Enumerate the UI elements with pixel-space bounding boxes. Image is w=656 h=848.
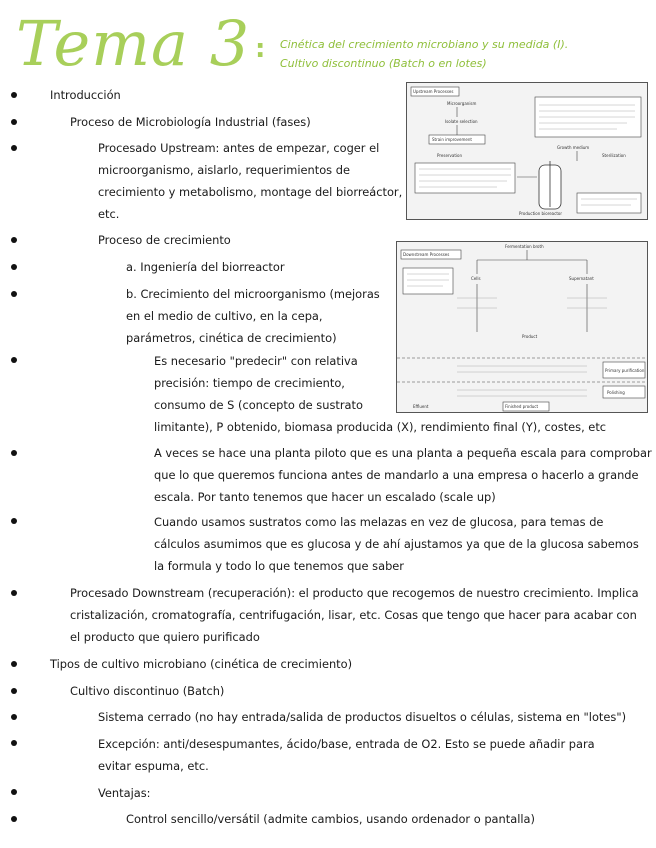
line-cultivo-discontinuo: Cultivo discontinuo (Batch) <box>70 684 225 698</box>
line-melazas-1: Cuando usamos sustratos como las melazas en vez de glucosa, para temas de <box>154 515 604 529</box>
bullet <box>11 740 17 746</box>
line-tipos-cultivo: Tipos de cultivo microbiano (cinética de crecimiento) <box>50 657 353 671</box>
bullet <box>11 119 17 125</box>
fig2-side1: Primary purification <box>605 368 645 373</box>
bullet <box>11 264 17 270</box>
bullet <box>11 590 17 596</box>
fig2-downstream-box: Downstream Processes <box>403 252 450 257</box>
fig1-node5: Growth medium <box>557 145 590 150</box>
line-upstream-4: etc. <box>98 207 120 221</box>
bullet <box>11 714 17 720</box>
line-planta-3: escala. Por tanto tenemos que hacer un escalado (scale up) <box>154 490 496 504</box>
fig1-node7: Sterilization <box>602 153 626 158</box>
bullet <box>11 357 17 363</box>
fig1-node3: Strain improvement <box>432 137 472 142</box>
subtitle-line-1: Cinética del crecimiento microbiano y su medida (I). <box>280 38 569 51</box>
bullet <box>11 92 17 98</box>
bullet <box>11 789 17 795</box>
line-excepcion-1: Excepción: anti/desespumantes, ácido/base, entrada de O2. Esto se puede añadir para <box>98 737 595 751</box>
line-downstream-2: cristalización, cromatografía, centrifugación, lisar, etc. Cosas que tengo que hacer para acabar con <box>70 608 637 622</box>
fig1-node4: Preservation <box>437 153 463 158</box>
fig1-node1: Microorganism <box>447 101 477 106</box>
bullet <box>11 450 17 456</box>
line-ventajas: Ventajas: <box>98 786 151 800</box>
line-proceso-microbiologia: Proceso de Microbiología Industrial (fases) <box>70 115 311 129</box>
fig2-bottom2: Finished product <box>505 404 539 409</box>
line-crecimiento-2: en el medio de cultivo, en la cepa, <box>126 309 323 323</box>
bullet <box>11 145 17 151</box>
line-downstream-3: el producto que quiero purificado <box>70 630 260 644</box>
fig2-node1: Fermentation broth <box>505 244 544 249</box>
line-melazas-2: cálculos asumimos que es glucosa y de ahí ajustamos ya que de la glucosa sabemos <box>154 537 639 551</box>
fig2-node2: Cells <box>471 276 481 281</box>
bullet <box>11 518 17 524</box>
bullet <box>11 237 17 243</box>
line-planta-2: que lo que queremos funciona antes de mandarlo a una empresa o hacerlo a grande <box>154 468 639 482</box>
line-melazas-3: la formula y todo lo que tenemos que saber <box>154 559 404 573</box>
line-predecir-3: consumo de S (concepto de sustrato <box>154 398 363 412</box>
downstream-diagram <box>396 241 648 413</box>
line-control-sencillo: Control sencillo/versátil (admite cambios, usando ordenador o pantalla) <box>126 812 535 826</box>
line-sistema-cerrado: Sistema cerrado (no hay entrada/salida de productos disueltos o células, sistema en "lotes") <box>98 710 627 724</box>
line-crecimiento-1: b. Crecimiento del microorganismo (mejoras <box>126 287 380 301</box>
line-predecir-1: Es necesario "predecir" con relativa <box>154 354 358 368</box>
title-colon: : <box>255 34 266 64</box>
fig2-side2: Polishing <box>607 390 625 395</box>
fig1-node2: Isolate selection <box>445 119 478 124</box>
line-planta-1: A veces se hace una planta piloto que es una planta a pequeña escala para comprobar <box>154 446 652 460</box>
page-title: Tema 3 <box>16 7 251 80</box>
line-excepcion-2: evitar espuma, etc. <box>98 759 209 773</box>
fig1-upstream-box: Upstream Processes <box>413 89 454 94</box>
fig1-node6: Production bioreactor <box>519 211 562 216</box>
fig2-node4: Product <box>522 334 538 339</box>
line-predecir-2: precisión: tiempo de crecimiento, <box>154 376 345 390</box>
upstream-diagram <box>406 82 648 220</box>
fig2-node3: Supernatant <box>569 276 594 281</box>
line-predecir-4: limitante), P obtenido, biomasa producida (X), rendimiento final (Y), costes, etc <box>154 420 607 434</box>
line-downstream-1: Procesado Downstream (recuperación): el producto que recogemos de nuestro crecimiento. Implica <box>70 586 639 600</box>
bullet <box>11 816 17 822</box>
line-proceso-crecimiento: Proceso de crecimiento <box>98 233 231 247</box>
bullet <box>11 291 17 297</box>
line-upstream-1: Procesado Upstream: antes de empezar, coger el <box>98 141 380 155</box>
line-upstream-3: crecimiento y metabolismo, montage del biorreáctor, <box>98 185 403 199</box>
bullet <box>11 661 17 667</box>
line-crecimiento-3: parámetros, cinética de crecimiento) <box>126 331 337 345</box>
fig2-bottom1: Effluent <box>413 404 429 409</box>
line-upstream-2: microorganismo, aislarlo, requerimientos de <box>98 163 350 177</box>
line-ingenieria: a. Ingeniería del biorreactor <box>126 260 285 274</box>
line-introduccion: Introducción <box>50 88 121 102</box>
bullet <box>11 688 17 694</box>
subtitle-line-2: Cultivo discontinuo (Batch o en lotes) <box>280 57 487 70</box>
